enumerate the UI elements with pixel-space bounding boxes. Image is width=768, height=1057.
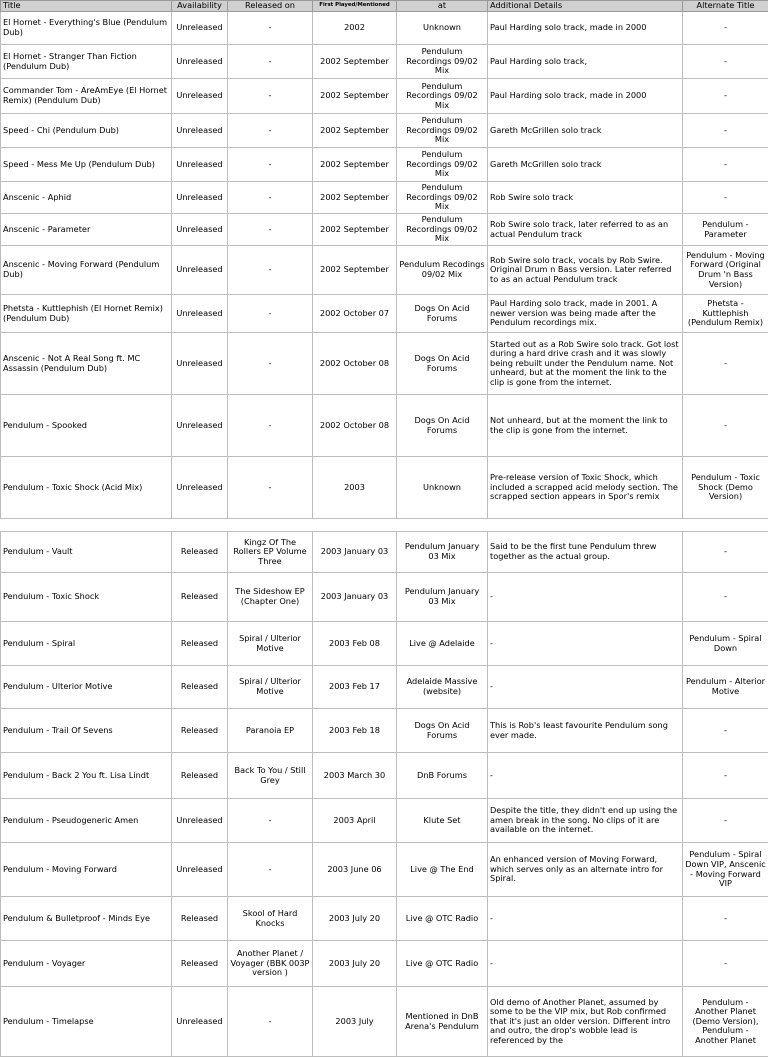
cell-released-on: - — [228, 843, 313, 897]
cell-alt-title: - — [683, 12, 768, 45]
table-row — [1, 79, 768, 114]
cell-alt-title: - — [683, 573, 768, 622]
cell-availability: Unreleased — [172, 843, 228, 897]
cell-released-on: - — [228, 79, 313, 114]
cell-title: Pendulum - Vault — [1, 532, 172, 573]
cell-at: Klute Set — [397, 799, 488, 843]
cell-title: Speed - Mess Me Up (Pendulum Dub) — [1, 148, 172, 182]
table-row — [1, 457, 768, 519]
cell-alt-title: - — [683, 799, 768, 843]
cell-title: Pendulum - Ulterior Motive — [1, 666, 172, 709]
cell-alt-title: - — [683, 532, 768, 573]
cell-released-on: - — [228, 987, 313, 1057]
cell-details: Pre-release version of Toxic Shock, which included a scrapped acid melody section. The scrapped section appears in Spor's remix — [488, 457, 683, 519]
cell-released-on: - — [228, 214, 313, 246]
cell-first-played: 2003 January 03 — [313, 573, 397, 622]
cell-availability: Released — [172, 709, 228, 753]
cell-at: Live @ OTC Radio — [397, 897, 488, 941]
cell-details: Rob Swire solo track, vocals by Rob Swire. Original Drum n Bass version. Later referred to as an actual Pendulum track — [488, 246, 683, 295]
cell-details: - — [488, 897, 683, 941]
cell-first-played: 2003 July 20 — [313, 941, 397, 987]
cell-details: Paul Harding solo track, made in 2000 — [488, 12, 683, 45]
cell-alt-title: - — [683, 395, 768, 457]
cell-details: - — [488, 753, 683, 799]
cell-first-played: 2003 March 30 — [313, 753, 397, 799]
cell-title: Phetsta - Kuttlephish (El Hornet Remix) (Pendulum Dub) — [1, 295, 172, 333]
cell-first-played: 2003 April — [313, 799, 397, 843]
cell-first-played: 2003 July — [313, 987, 397, 1057]
cell-details: Rob Swire solo track — [488, 182, 683, 214]
cell-availability: Unreleased — [172, 395, 228, 457]
cell-first-played: 2002 September — [313, 45, 397, 79]
cell-first-played: 2003 Feb 17 — [313, 666, 397, 709]
cell-released-on: - — [228, 45, 313, 79]
cell-availability: Unreleased — [172, 114, 228, 148]
cell-at: Pendulum Recordings 09/02 Mix — [397, 114, 488, 148]
cell-availability: Unreleased — [172, 182, 228, 214]
table-row — [1, 395, 768, 457]
cell-alt-title: Pendulum - Moving Forward (Original Drum 'n Bass Version) — [683, 246, 768, 295]
cell-released-on: Back To You / Still Grey — [228, 753, 313, 799]
cell-first-played: 2003 — [313, 457, 397, 519]
cell-details: Paul Harding solo track, made in 2001. A newer version was being made after the Pendulum recordings mix. — [488, 295, 683, 333]
group-separator — [1, 519, 768, 532]
cell-title: Pendulum - Moving Forward — [1, 843, 172, 897]
cell-first-played: 2003 June 06 — [313, 843, 397, 897]
cell-details: Paul Harding solo track, made in 2000 — [488, 79, 683, 114]
cell-at: Unknown — [397, 12, 488, 45]
cell-availability: Unreleased — [172, 987, 228, 1057]
cell-title: Pendulum - Timelapse — [1, 987, 172, 1057]
cell-released-on: - — [228, 182, 313, 214]
cell-released-on: Skool of Hard Knocks — [228, 897, 313, 941]
cell-availability: Released — [172, 941, 228, 987]
table-row — [1, 941, 768, 987]
cell-first-played: 2002 September — [313, 148, 397, 182]
cell-released-on: - — [228, 799, 313, 843]
header-alt-title: Alternate Title — [683, 1, 768, 12]
cell-alt-title: Pendulum - Parameter — [683, 214, 768, 246]
cell-availability: Released — [172, 622, 228, 666]
cell-alt-title: - — [683, 45, 768, 79]
cell-alt-title: Pendulum - Alterior Motive — [683, 666, 768, 709]
cell-details: - — [488, 622, 683, 666]
cell-released-on: - — [228, 295, 313, 333]
header-released-on: Released on — [228, 1, 313, 12]
cell-title: Anscenic - Moving Forward (Pendulum Dub) — [1, 246, 172, 295]
cell-at: Pendulum Recordings 09/02 Mix — [397, 182, 488, 214]
cell-at: DnB Forums — [397, 753, 488, 799]
cell-title: Anscenic - Parameter — [1, 214, 172, 246]
cell-first-played: 2003 Feb 08 — [313, 622, 397, 666]
table-row — [1, 666, 768, 709]
table-row — [1, 753, 768, 799]
header-availability: Availability — [172, 1, 228, 12]
cell-title: Pendulum - Trail Of Sevens — [1, 709, 172, 753]
table-row — [1, 246, 768, 295]
cell-details: - — [488, 666, 683, 709]
cell-at: Dogs On Acid Forums — [397, 709, 488, 753]
cell-first-played: 2002 September — [313, 114, 397, 148]
cell-alt-title: - — [683, 182, 768, 214]
cell-availability: Released — [172, 897, 228, 941]
cell-title: El Hornet - Everything's Blue (Pendulum Dub) — [1, 12, 172, 45]
cell-released-on: - — [228, 148, 313, 182]
cell-alt-title: - — [683, 333, 768, 395]
cell-at: Pendulum January 03 Mix — [397, 573, 488, 622]
cell-title: Pendulum - Back 2 You ft. Lisa Lindt — [1, 753, 172, 799]
cell-availability: Released — [172, 532, 228, 573]
cell-alt-title: Phetsta - Kuttlephish (Pendulum Remix) — [683, 295, 768, 333]
cell-first-played: 2003 January 03 — [313, 532, 397, 573]
cell-availability: Unreleased — [172, 333, 228, 395]
cell-first-played: 2002 September — [313, 246, 397, 295]
table-row — [1, 987, 768, 1057]
cell-alt-title: - — [683, 941, 768, 987]
cell-released-on: Spiral / Ulterior Motive — [228, 622, 313, 666]
cell-details: Not unheard, but at the moment the link to the clip is gone from the internet. — [488, 395, 683, 457]
cell-availability: Unreleased — [172, 214, 228, 246]
cell-details: An enhanced version of Moving Forward, which serves only as an alternate intro for Spiral. — [488, 843, 683, 897]
header-title: Title — [1, 1, 172, 12]
cell-availability: Unreleased — [172, 148, 228, 182]
table-row — [1, 148, 768, 182]
cell-released-on: - — [228, 395, 313, 457]
table-row — [1, 214, 768, 246]
cell-availability: Released — [172, 573, 228, 622]
cell-at: Live @ The End — [397, 843, 488, 897]
cell-details: This is Rob's least favourite Pendulum song ever made. — [488, 709, 683, 753]
cell-alt-title: Pendulum - Spiral Down VIP, Anscenic - Moving Forward VIP — [683, 843, 768, 897]
cell-alt-title: Pendulum - Another Planet (Demo Version), Pendulum - Another Planet — [683, 987, 768, 1057]
cell-at: Pendulum Recordings 09/02 Mix — [397, 79, 488, 114]
cell-released-on: - — [228, 246, 313, 295]
cell-alt-title: - — [683, 709, 768, 753]
cell-first-played: 2002 — [313, 12, 397, 45]
cell-details: Paul Harding solo track, — [488, 45, 683, 79]
table-row — [1, 12, 768, 45]
cell-at: Live @ OTC Radio — [397, 941, 488, 987]
cell-at: Adelaide Massive (website) — [397, 666, 488, 709]
cell-details: Gareth McGrillen solo track — [488, 148, 683, 182]
cell-details: Old demo of Another Planet, assumed by some to be the VIP mix, but Rob confirmed that it's just an older version. Different intro and outro, the drop's wobble lead is referenced by the — [488, 987, 683, 1057]
cell-details: - — [488, 573, 683, 622]
table-row — [1, 45, 768, 79]
cell-at: Pendulum Recordings 09/02 Mix — [397, 45, 488, 79]
table-row — [1, 532, 768, 573]
cell-title: Commander Tom - AreAmEye (El Hornet Remix) (Pendulum Dub) — [1, 79, 172, 114]
header-first-played: First Played/Mentioned — [313, 1, 397, 12]
cell-availability: Unreleased — [172, 79, 228, 114]
cell-released-on: - — [228, 12, 313, 45]
header-row — [1, 1, 768, 12]
cell-at: Pendulum Recordings 09/02 Mix — [397, 214, 488, 246]
table-row — [1, 295, 768, 333]
cell-at: Mentioned in DnB Arena's Pendulum — [397, 987, 488, 1057]
cell-title: Pendulum - Toxic Shock — [1, 573, 172, 622]
cell-availability: Unreleased — [172, 12, 228, 45]
cell-alt-title: - — [683, 897, 768, 941]
cell-details: Despite the title, they didn't end up using the amen break in the song. No clips of it are available on the internet. — [488, 799, 683, 843]
cell-title: El Hornet - Stranger Than Fiction (Pendulum Dub) — [1, 45, 172, 79]
cell-released-on: Spiral / Ulterior Motive — [228, 666, 313, 709]
cell-availability: Unreleased — [172, 45, 228, 79]
table-row — [1, 622, 768, 666]
table-row — [1, 843, 768, 897]
cell-alt-title: - — [683, 114, 768, 148]
cell-title: Pendulum - Voyager — [1, 941, 172, 987]
table-row — [1, 897, 768, 941]
cell-first-played: 2002 October 08 — [313, 395, 397, 457]
cell-availability: Unreleased — [172, 246, 228, 295]
header-at: at — [397, 1, 488, 12]
cell-title: Pendulum & Bulletproof - Minds Eye — [1, 897, 172, 941]
table-row — [1, 333, 768, 395]
table-row — [1, 573, 768, 622]
cell-first-played: 2002 October 08 — [313, 333, 397, 395]
cell-details: - — [488, 941, 683, 987]
cell-at: Dogs On Acid Forums — [397, 295, 488, 333]
cell-released-on: Kingz Of The Rollers EP Volume Three — [228, 532, 313, 573]
cell-first-played: 2003 Feb 18 — [313, 709, 397, 753]
cell-alt-title: - — [683, 148, 768, 182]
cell-at: Dogs On Acid Forums — [397, 333, 488, 395]
cell-availability: Unreleased — [172, 457, 228, 519]
cell-alt-title: - — [683, 753, 768, 799]
table-row — [1, 114, 768, 148]
table-row — [1, 709, 768, 753]
cell-title: Anscenic - Aphid — [1, 182, 172, 214]
cell-at: Pendulum January 03 Mix — [397, 532, 488, 573]
cell-released-on: The Sideshow EP (Chapter One) — [228, 573, 313, 622]
cell-title: Pendulum - Spiral — [1, 622, 172, 666]
cell-at: Unknown — [397, 457, 488, 519]
cell-availability: Unreleased — [172, 295, 228, 333]
cell-availability: Released — [172, 753, 228, 799]
cell-availability: Released — [172, 666, 228, 709]
cell-first-played: 2002 September — [313, 214, 397, 246]
cell-first-played: 2002 September — [313, 182, 397, 214]
cell-released-on: - — [228, 333, 313, 395]
cell-title: Pendulum - Pseudogeneric Amen — [1, 799, 172, 843]
cell-details: Started out as a Rob Swire solo track. Got lost during a hard drive crash and it was slowly being rebuilt under the Pendulum name. Not unheard, but at the moment the link to the clip is gone from the internet. — [488, 333, 683, 395]
cell-first-played: 2002 September — [313, 79, 397, 114]
cell-details: Said to be the first tune Pendulum threw together as the actual group. — [488, 532, 683, 573]
cell-details: Rob Swire solo track, later referred to as an actual Pendulum track — [488, 214, 683, 246]
cell-alt-title: Pendulum - Toxic Shock (Demo Version) — [683, 457, 768, 519]
cell-details: Gareth McGrillen solo track — [488, 114, 683, 148]
cell-first-played: 2002 October 07 — [313, 295, 397, 333]
cell-released-on: - — [228, 114, 313, 148]
cell-title: Anscenic - Not A Real Song ft. MC Assassin (Pendulum Dub) — [1, 333, 172, 395]
cell-title: Speed - Chi (Pendulum Dub) — [1, 114, 172, 148]
cell-at: Live @ Adelaide — [397, 622, 488, 666]
cell-title: Pendulum - Toxic Shock (Acid Mix) — [1, 457, 172, 519]
cell-availability: Unreleased — [172, 799, 228, 843]
table-row — [1, 182, 768, 214]
cell-at: Dogs On Acid Forums — [397, 395, 488, 457]
cell-released-on: Another Planet / Voyager (BBK 003P version ) — [228, 941, 313, 987]
header-details: Additional Details — [488, 1, 683, 12]
cell-alt-title: Pendulum - Spiral Down — [683, 622, 768, 666]
cell-at: Pendulum Recodings 09/02 Mix — [397, 246, 488, 295]
table-row — [1, 799, 768, 843]
cell-title: Pendulum - Spooked — [1, 395, 172, 457]
cell-released-on: Paranoia EP — [228, 709, 313, 753]
cell-alt-title: - — [683, 79, 768, 114]
cell-at: Pendulum Recordings 09/02 Mix — [397, 148, 488, 182]
cell-first-played: 2003 July 20 — [313, 897, 397, 941]
cell-released-on: - — [228, 457, 313, 519]
